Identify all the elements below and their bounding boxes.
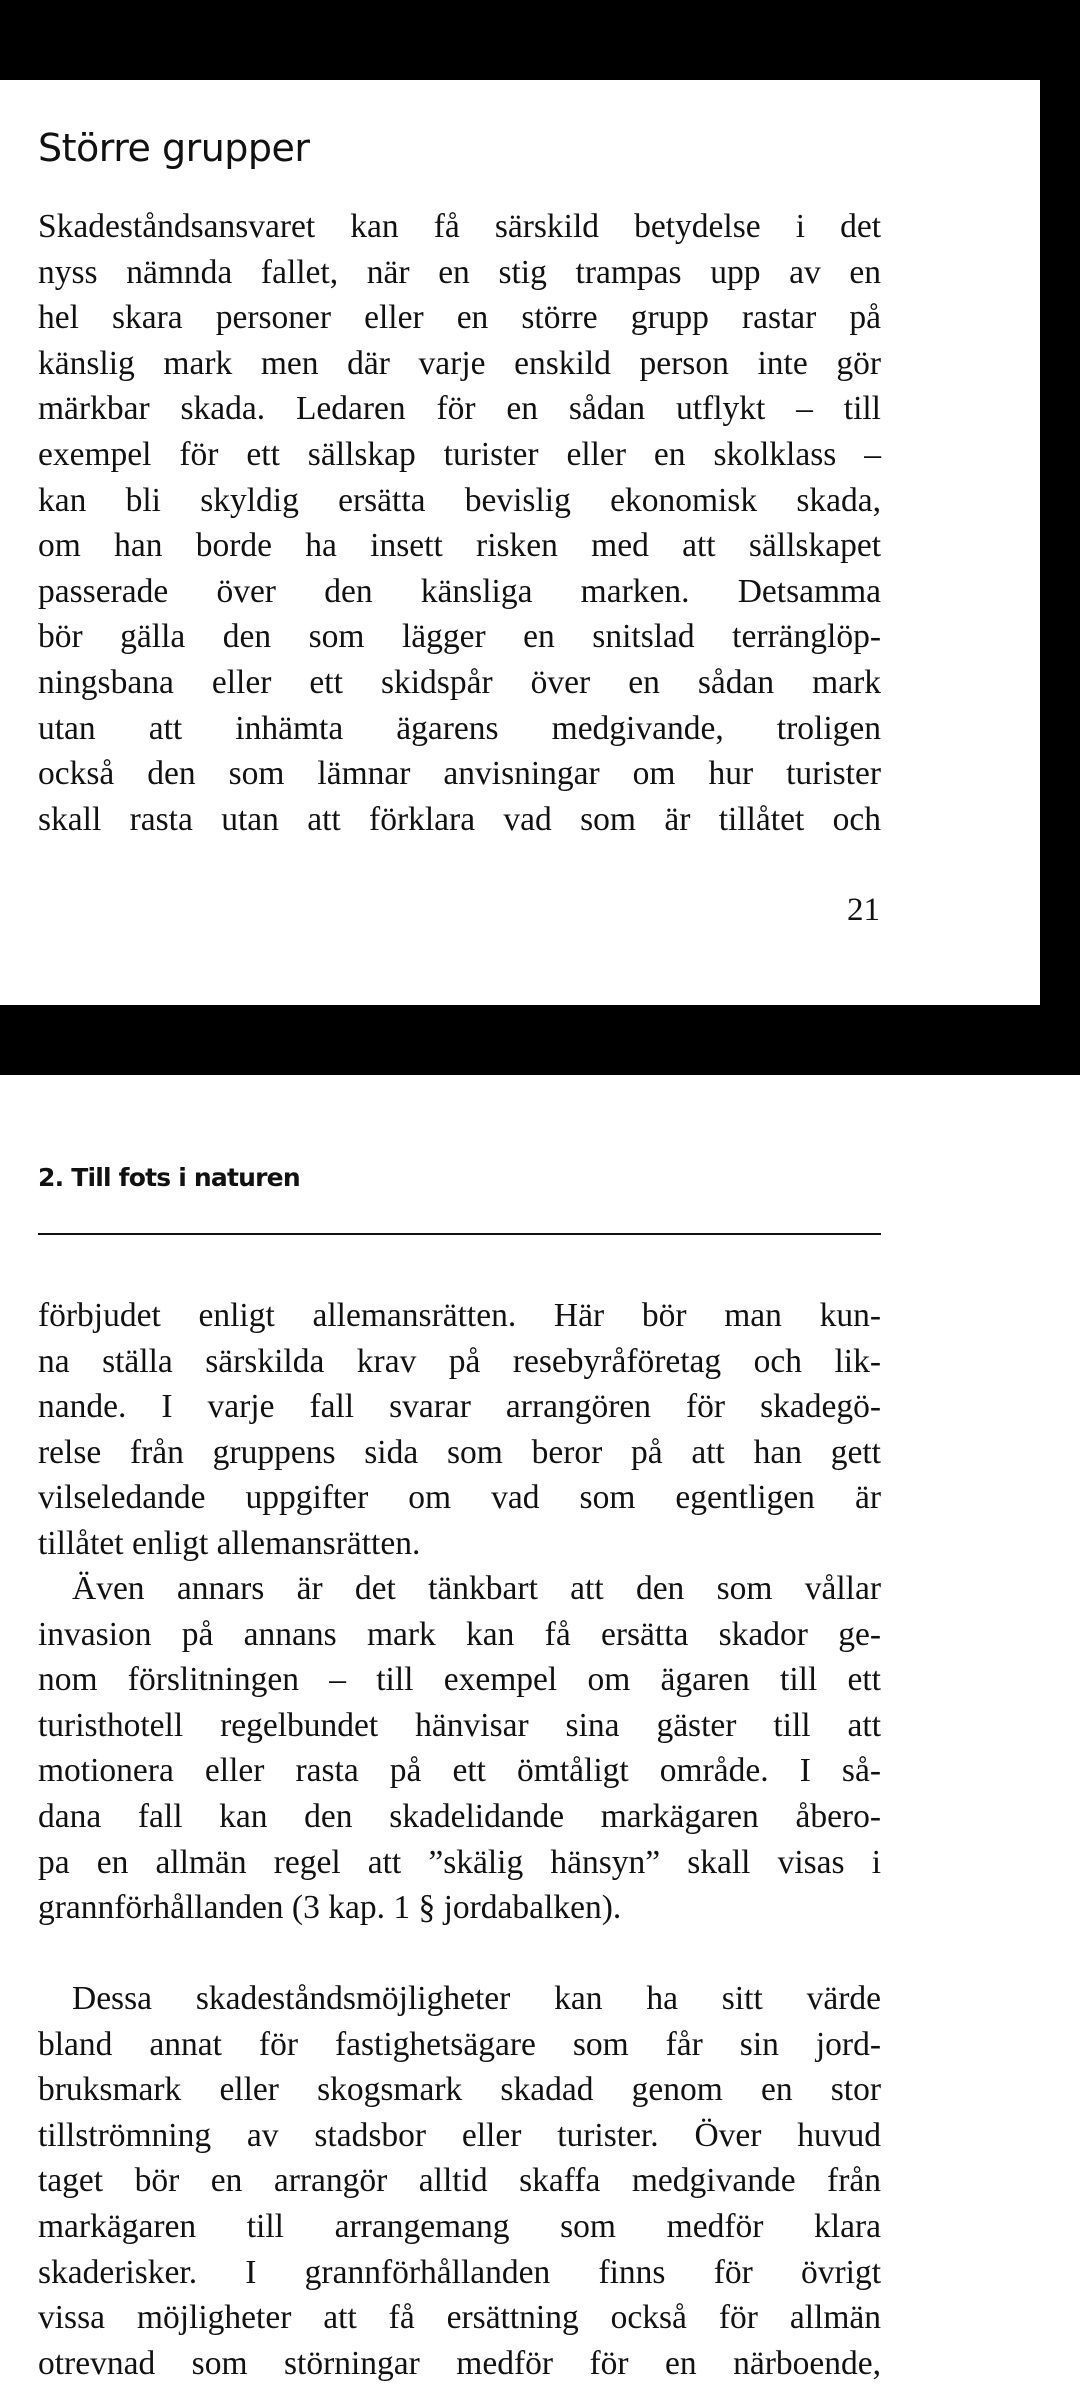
text-line: kan bli skyldig ersätta bevislig ekonomisk skada,	[38, 481, 881, 519]
text-line: passerade över den känsliga marken. Detsamma	[38, 572, 881, 610]
text-line: dana fall kan den skadelidande markägaren åbero-	[38, 1797, 881, 1835]
text-line: bland annat för fastighetsägare som får sin jord-	[38, 2025, 881, 2063]
text-line: känslig mark men där varje enskild person inte gör	[38, 344, 881, 382]
text-line: na ställa särskilda krav på resebyråföretag och lik-	[38, 1342, 881, 1380]
text-line: invasion på annans mark kan få ersätta skador ge-	[38, 1615, 881, 1653]
text-line: nyss nämnda fallet, när en stig trampas upp av en	[38, 253, 881, 291]
text-line: märkbar skada. Ledaren för en sådan utflykt – till	[38, 390, 881, 428]
book-page-bottom	[0, 1075, 1080, 2400]
book-page-top	[0, 80, 1040, 1005]
text-line: Även annars är det tänkbart att den som vållar	[72, 1570, 881, 1607]
text-line: tillströmning av stadsbor eller turister. Över huvud	[38, 2116, 881, 2154]
text-line: Dessa skadeståndsmöjligheter kan ha sitt värde	[72, 1980, 881, 2017]
text-line: Skadeståndsansvaret kan få särskild betydelse i det	[38, 208, 881, 245]
text-line: grannförhållanden (3 kap. 1 § jordabalken).	[38, 1889, 622, 1927]
text-line: exempel för ett sällskap turister eller en skolklass –	[38, 435, 881, 473]
text-line: nom förslitningen – till exempel om ägaren till ett	[38, 1661, 881, 1699]
text-line: vilseledande uppgifter om vad som egentligen är	[38, 1479, 881, 1517]
page-number: 21	[847, 892, 880, 928]
text-line: taget bör en arrangör alltid skaffa medgivande från	[38, 2162, 881, 2200]
text-line: bruksmark eller skogsmark skadad genom en stor	[38, 2071, 881, 2109]
section-heading: Större grupper	[38, 126, 310, 170]
header-rule	[38, 1233, 881, 1235]
text-line: skaderisker. I grannförhållanden finns för övrigt	[38, 2253, 881, 2291]
text-line: utan att inhämta ägarens medgivande, troligen	[38, 709, 881, 747]
text-line: markägaren till arrangemang som medför klara	[38, 2207, 881, 2245]
text-line: ningsbana eller ett skidspår över en sådan mark	[38, 663, 881, 701]
text-line: tillåtet enligt allemansrätten.	[38, 1524, 421, 1562]
body-paragraph	[38, 204, 881, 842]
text-line: nande. I varje fall svarar arrangören för skadegö-	[38, 1388, 881, 1426]
body-paragraph	[38, 1566, 881, 1931]
text-line: motionera eller rasta på ett ömtåligt område. I så-	[38, 1752, 881, 1790]
text-line: otrevnad som störningar medför för en närboende,	[38, 2344, 881, 2382]
text-line: vissa möjligheter att få ersättning också för allmän	[38, 2299, 881, 2337]
chapter-running-head: 2. Till fots i naturen	[38, 1163, 300, 1192]
text-line: hel skara personer eller en större grupp rastar på	[38, 299, 881, 337]
text-line: turisthotell regelbundet hänvisar sina gäster till att	[38, 1706, 881, 1744]
text-line: relse från gruppens sida som beror på att han gett	[38, 1433, 881, 1471]
text-line: om han borde ha insett risken med att sällskapet	[38, 527, 881, 565]
text-line: skall rasta utan att förklara vad som är tillåtet och	[38, 800, 881, 838]
text-line: förbjudet enligt allemansrätten. Här bör man kun-	[38, 1297, 881, 1334]
text-line: bör gälla den som lägger en snitslad terränglöp-	[38, 618, 881, 656]
text-line: också den som lämnar anvisningar om hur turister	[38, 755, 881, 793]
body-paragraph	[38, 1293, 881, 1567]
text-line: pa en allmän regel att ”skälig hänsyn” skall visas i	[38, 1843, 881, 1881]
body-paragraph	[38, 1976, 881, 2386]
